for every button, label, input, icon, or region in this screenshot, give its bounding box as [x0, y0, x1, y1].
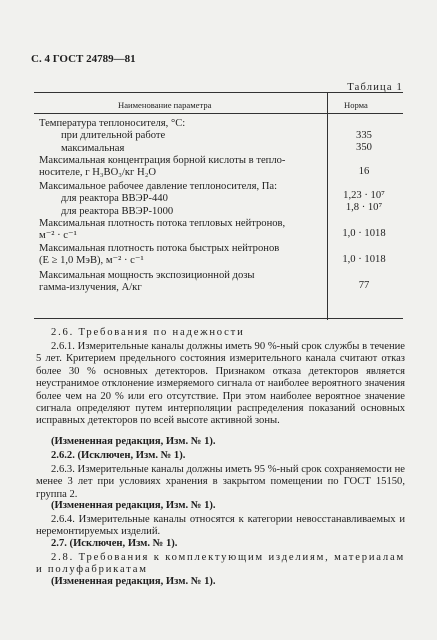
table-row: [39, 118, 327, 155]
table-caption: Таблица 1: [347, 82, 403, 93]
amendment-note: (Измененная редакция, Изм. № 1).: [51, 576, 216, 587]
param-line: Температура теплоносителя, °С:: [39, 118, 186, 129]
paragraph-2-6-1: 2.6.1. Измерительные каналы должны иметь 90 %-ный срок службы в течение 5 лет. Критерием предельного состояния измерительного канала считают отказ более 30 % основных детекторов. Признаком отказа детекторов является неустранимое отклонение измеряемого сигнала от наиболее вероятного значения более чем на 20 % или его отсутствие. При этом наиболее вероятное значение сигнала определяют путем интерполяции распределения показаний основных исправных детекторов по всей высоте активной зоны.: [36, 341, 405, 427]
param-line: Максимальная плотность потока тепловых нейтронов,: [39, 218, 286, 229]
table-row: [39, 270, 327, 295]
norm-value: 350: [356, 142, 372, 153]
table-header-rule: [34, 113, 403, 114]
page-header: С. 4 ГОСТ 24789—81: [31, 53, 136, 65]
table-header-norm: Норма: [344, 100, 368, 110]
norm-value: 1,0 · 1018: [342, 228, 386, 239]
table-row: [39, 218, 327, 243]
table-row: [39, 181, 327, 218]
table-bottom-rule: [34, 318, 403, 319]
paragraph-2-6-3: 2.6.3. Измерительные каналы должны иметь 95 %-ный срок сохраняемости не менее 3 лет при условиях хранения в закрытом помещении по ГОСТ 15150, группа 2.: [36, 464, 405, 500]
norm-value: 77: [358, 280, 370, 291]
table-row: [39, 155, 327, 180]
param-line: для реактора ВВЭР-1000: [61, 205, 174, 217]
norm-value: 1,0 · 1018: [342, 254, 386, 265]
amendment-note: (Измененная редакция, Изм. № 1).: [51, 436, 216, 447]
param-line: Максимальная плотность потока быстрых нейтронов: [39, 243, 280, 254]
norm-value: 1,23 · 10⁷: [343, 190, 385, 201]
table-column-divider: [327, 92, 328, 320]
table-header-param: Наименование параметра: [118, 100, 212, 110]
param-line: максимальная: [61, 142, 125, 154]
param-line: Максимальное рабочее давление теплоносителя, Па:: [39, 181, 278, 192]
param-line: Максимальная концентрация борной кислоты в тепло-: [39, 155, 286, 166]
param-line: (E ≥ 1,0 МэВ), м⁻² · с⁻¹: [39, 255, 144, 267]
paragraph-2-6-2: 2.6.2. (Исключен, Изм. № 1).: [51, 450, 186, 461]
param-line: Максимальная мощность экспозиционной дозы: [39, 270, 255, 281]
param-line: носителе, г H₃BO₃/кг H₂O: [39, 167, 157, 179]
param-line: м⁻² · с⁻¹: [39, 230, 77, 242]
param-line: гамма-излучения, А/кг: [39, 282, 142, 294]
param-line: при длительной работе: [61, 130, 166, 142]
norm-value: 335: [356, 130, 372, 141]
section-title-components: 2.8. Требования к комплектующим изделиям, материалам и полуфабрикатам: [36, 552, 405, 576]
table-row: [39, 243, 327, 268]
section-title-reliability: 2.6. Требования по надежности: [51, 327, 245, 338]
param-line: для реактора ВВЭР-440: [61, 193, 168, 205]
paragraph-2-6-4: 2.6.4. Измерительные каналы относятся к категории невосстанавливаемых и неремонтируемых изделий.: [36, 514, 405, 538]
table-top-rule: [34, 92, 403, 93]
amendment-note: (Измененная редакция, Изм. № 1).: [51, 500, 216, 511]
paragraph-2-7: 2.7. (Исключен, Изм. № 1).: [51, 538, 178, 549]
norm-value: 16: [358, 166, 370, 177]
norm-value: 1,8 · 10⁷: [345, 202, 383, 213]
